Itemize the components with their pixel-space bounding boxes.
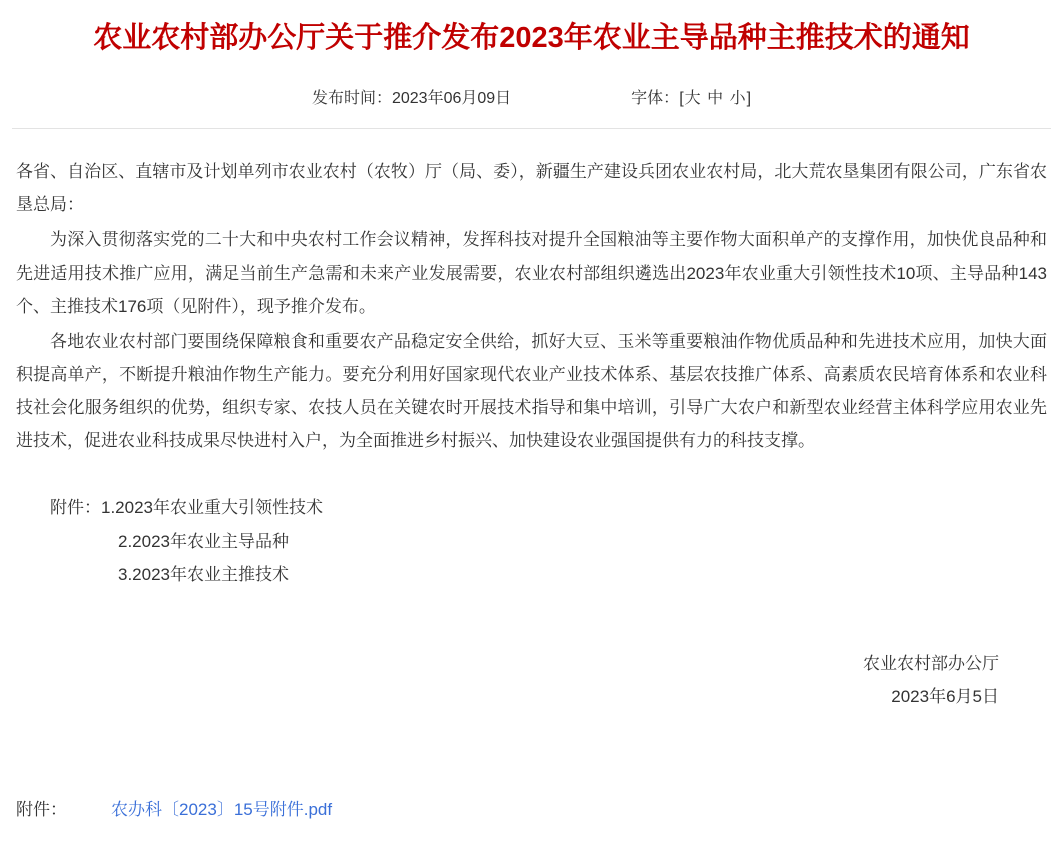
publish-time-value: 2023年06月09日 [391, 90, 512, 108]
document-body [0, 129, 1063, 713]
font-size-large-link[interactable]: 大 [684, 90, 701, 108]
document-meta-row [0, 63, 1063, 124]
attachment-item-3: 3.2023年农业主推技术 [118, 564, 289, 584]
font-size-small-link[interactable]: 小 [729, 90, 746, 108]
page-title: 农业农村部办公厅关于推介发布2023年农业主导品种主推技术的通知 [93, 22, 970, 54]
font-size-label: 字体： [631, 90, 680, 108]
attachment-item-3-line [50, 558, 1047, 591]
attachment-item-2: 2.2023年农业主导品种 [118, 531, 289, 551]
signature-date: 2023年6月5日 [891, 687, 999, 706]
footer-attachment [0, 795, 1063, 846]
attachment-item-2-line [50, 525, 1047, 558]
bracket-open: [ [679, 90, 684, 108]
attachment-list-label: 附件： [50, 498, 101, 518]
font-size-medium-link[interactable]: 中 [707, 90, 724, 108]
attachment-list [16, 491, 1047, 590]
signature-organization: 农业农村部办公厅 [863, 653, 999, 673]
attachment-first-line [50, 491, 1047, 524]
size-separator-2 [724, 90, 728, 107]
attachment-item-1: 1.2023年农业重大引领性技术 [101, 498, 323, 518]
publish-time-label: 发布时间： [311, 90, 392, 108]
footer-attachment-label: 附件： [16, 800, 67, 820]
signature-block [16, 647, 1047, 713]
font-size-picker [631, 85, 751, 108]
attachment-file-link[interactable]: 农办科〔2023〕15号附件.pdf [111, 800, 333, 820]
addressee-paragraph: 各省、自治区、直辖市及计划单列市农业农村（农牧）厅（局、委），新疆生产建设兵团农业农村局，北大荒农垦集团有限公司，广东省农垦总局： [16, 162, 1047, 215]
bracket-close: ] [746, 90, 752, 108]
body-paragraph-1: 为深入贯彻落实党的二十大和中央农村工作会议精神，发挥科技对提升全国粮油等主要作物大面积单产的支撑作用，加快优良品种和先进适用技术推广应用，满足当前生产急需和未来产业发展需要，农业农村部组织遴选出2023年农业重大引领性技术10项、主导品种143个、主推技术176项（见附件），现予推介发布。 [16, 230, 1047, 316]
body-paragraph-2: 各地农业农村部门要围绕保障粮食和重要农产品稳定安全供给，抓好大豆、玉米等重要粮油作物优质品种和先进技术应用，加快大面积提高单产，不断提升粮油作物生产能力。要充分利用好国家现代农业产业技术体系、基层农技推广体系、高素质农民培育体系和农业科技社会化服务组织的优势，组织专家、农技人员在关键农时开展技术指导和集中培训，引导广大农户和新型农业经营主体科学应用农业先进技术，促进农业科技成果尽快进村入户，为全面推进乡村振兴、加快建设农业强国提供有力的科技支撑。 [16, 331, 1047, 451]
publish-date-group [312, 85, 511, 108]
